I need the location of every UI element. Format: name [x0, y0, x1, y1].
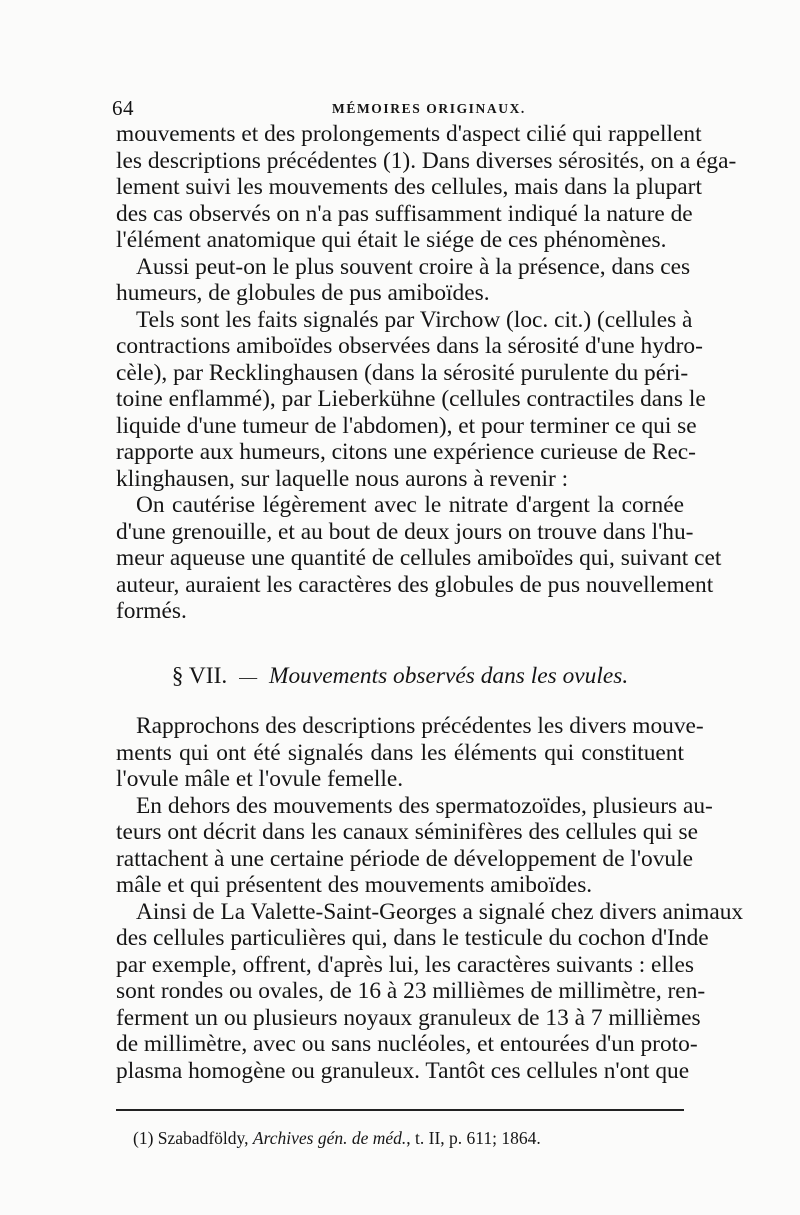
section-number: § VII. [171, 663, 228, 689]
text-line: toine enflammé), par Lieberkühne (cellules contractiles dans le [116, 386, 706, 412]
text-line: l'ovule mâle et l'ovule femelle. [116, 766, 404, 792]
text-line: des cellules particulières qui, dans le testicule du cochon d'Inde [116, 925, 709, 951]
page-number: 64 [112, 96, 134, 120]
text-line: auteur, auraient les caractères des globules de pus nouvellement [116, 571, 714, 598]
text-line: lement suivi les mouvements des cellules, mais dans la plupart [116, 174, 702, 200]
text-line: ments qui ont été signalés dans les éléments qui constituent [116, 739, 684, 766]
footnote [133, 1128, 541, 1149]
text-line: plasma homogène ou granuleux. Tantôt ces cellules n'ont que [116, 1057, 690, 1084]
text-line: liquide d'une tumeur de l'abdomen), et pour terminer ce qui se [116, 412, 697, 439]
text-line: teurs ont décrit dans les canaux séminifères des cellules qui se [116, 819, 698, 845]
text-line: de millimètre, avec ou sans nucléoles, et entourées d'un proto- [116, 1031, 698, 1057]
body-text-section-b [116, 713, 744, 1084]
text-line: sont rondes ou ovales, de 16 à 23 millièmes de millimètre, ren- [116, 978, 706, 1004]
footnote-prefix: (1) Szabadföldy, [133, 1128, 249, 1148]
text-line: d'une grenouille, et au bout de deux jours on trouve dans l'hu- [116, 518, 694, 545]
text-line: cèle), par Recklinghausen (dans la sérosité purulente du péri- [116, 359, 689, 386]
text-line: meur aqueuse une quantité de cellules amiboïdes qui, suivant cet [116, 545, 722, 571]
text-line: En dehors des mouvements des spermatozoïdes, plusieurs au- [136, 792, 713, 819]
footnote-separator [116, 1109, 684, 1111]
text-line: Rapprochons des descriptions précédentes les divers mouve- [136, 713, 704, 739]
section-heading [116, 663, 684, 690]
text-line: Ainsi de La Valette-Saint-Georges a signalé chez divers animaux [136, 898, 744, 925]
running-head: MÉMOIRES ORIGINAUX. [332, 101, 526, 116]
text-line: Tels sont les faits signalés par Virchow (loc. cit.) (cellules à [136, 306, 693, 333]
text-line: klinghausen, sur laquelle nous aurons à revenir : [116, 465, 569, 492]
text-line: des cas observés on n'a pas suffisamment indiqué la nature de [116, 200, 693, 227]
section-title-text: Mouvements observés dans les ovules. [268, 663, 629, 689]
text-line: rattachent à une certaine période de développement de l'ovule [116, 845, 694, 872]
text-line: contractions amiboïdes observées dans la sérosité d'une hydro- [116, 333, 703, 359]
text-line: l'élément anatomique qui était le siége de ces phénomènes. [116, 227, 667, 253]
footnote-source: Archives gén. de méd. [252, 1128, 407, 1148]
text-line: formés. [116, 598, 187, 624]
text-line: mâle et qui présentent des mouvements amiboïdes. [116, 872, 593, 898]
page-header [112, 96, 684, 118]
body-text-section-a [116, 121, 737, 625]
text-line: rapporte aux humeurs, citons une expérience curieuse de Rec- [116, 439, 696, 465]
text-line: mouvements et des prolongements d'aspect cilié qui rappellent [116, 121, 702, 147]
section-dash: — [239, 667, 258, 687]
text-line: Aussi peut-on le plus souvent croire à la présence, dans ces [136, 253, 691, 280]
text-line: ferment un ou plusieurs noyaux granuleux de 13 à 7 millièmes [116, 1004, 701, 1031]
footnote-suffix: , t. II, p. 611; 1864. [406, 1128, 541, 1148]
text-line: les descriptions précédentes (1). Dans diverses sérosités, on a éga- [116, 147, 737, 174]
text-line: par exemple, offrent, d'après lui, les caractères suivants : elles [116, 951, 694, 978]
text-line: On cautérise légèrement avec le nitrate d'argent la cornée [136, 492, 684, 518]
text-line: humeurs, de globules de pus amiboïdes. [116, 280, 490, 306]
